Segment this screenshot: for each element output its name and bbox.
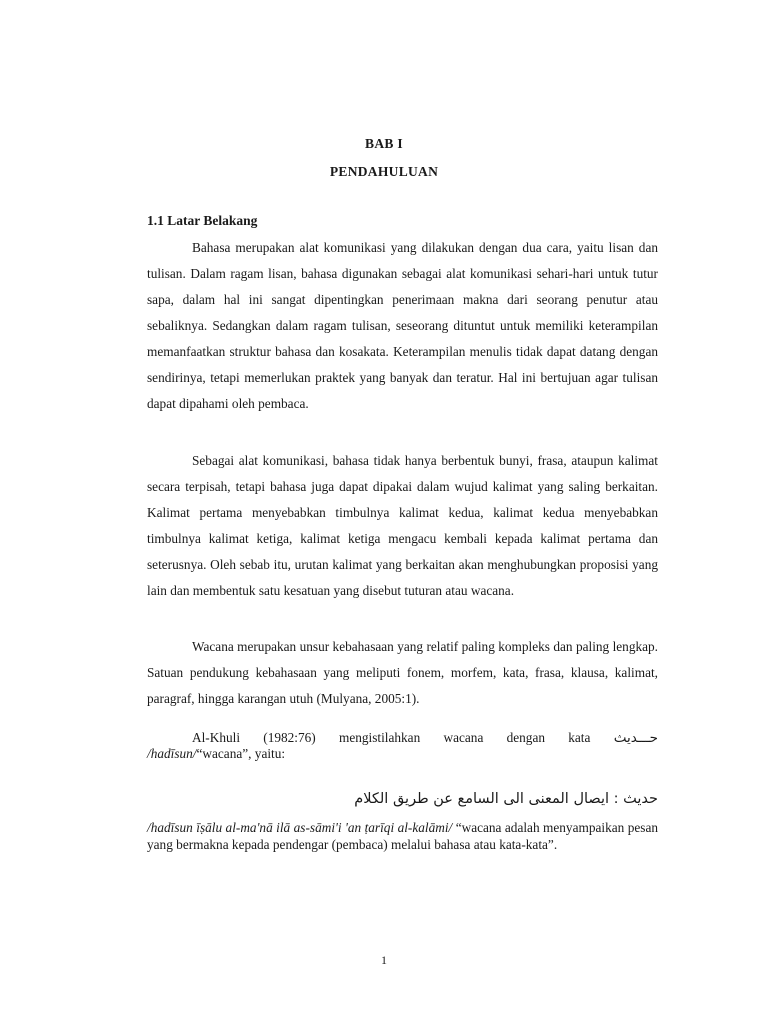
paragraph-3-text: Wacana merupakan unsur kebahasaan yang relatif paling kompleks dan paling lengkap. Satuan pendukung kebahasaan yang meliputi fonem, morfem, kata, frasa, klausa, kalimat, paragraf, hingga karangan utuh (Mulyana, 2005:1).: [147, 639, 658, 706]
chapter-number: BAB I: [365, 136, 403, 151]
paragraph-5-text: [147, 819, 658, 853]
chapter-title: PENDAHULUAN: [329, 164, 439, 179]
paragraph-1: [147, 235, 658, 417]
paragraph-4: [147, 725, 658, 765]
paragraph-3: [147, 634, 658, 712]
transliteration-inline: /hadīsun/: [147, 746, 197, 761]
paragraph-2-text: Sebagai alat komunikasi, bahasa tidak hanya berbentuk bunyi, frasa, ataupun kalimat secara terpisah, tetapi bahasa juga dapat dipakai dalam wujud kalimat yang saling berkaitan. Kalimat pertama menyebabkan timbulnya kalimat kedua, kalimat kedua menyebabkan timbulnya kalimat ketiga, kalimat ketiga mengacu kembali kepada kalimat pertama dan seterusnya. Oleh sebab itu, urutan kalimat yang berkaitan akan menghubungkan proposisi yang lain dan membentuk satu kesatuan yang disebut tuturan atau wacana.: [147, 453, 658, 598]
paragraph-5-tail: “wacana adalah menyampaikan pesan yang bermakna kepada pendengar (pembaca) melalui bahasa atau kata-kata”.: [147, 820, 658, 852]
paragraph-5: [147, 819, 658, 853]
arabic-word: حـــديث: [613, 730, 658, 746]
page-number: 1: [381, 953, 387, 967]
paragraph-4-tail: “wacana”, yaitu:: [196, 746, 286, 761]
transliteration-quote: /hadīsun īṣālu al-ma'nā ilā as-sāmi'i 'an ṭarīqi al-kalāmi/: [147, 820, 453, 835]
paragraph-4-lead: Al-Khuli (1982:76) mengistilahkan wacana dengan kata: [192, 730, 591, 745]
paragraph-2: [147, 448, 658, 604]
section-heading: 1.1 Latar Belakang: [147, 213, 258, 228]
paragraph-1-text: Bahasa merupakan alat komunikasi yang dilakukan dengan dua cara, yaitu lisan dan tulisan. Dalam ragam lisan, bahasa digunakan sebagai alat komunikasi sehari-hari untuk tutur sapa, dalam hal ini sangat dipentingkan penerimaan makna dari seorang penutur atau sebaliknya. Sedangkan dalam ragam tulisan, seseorang dituntut untuk memiliki keterampilan memanfaatkan struktur bahasa dan kosakata. Keterampilan menulis tidak dapat datang dengan sendirinya, tetapi memerlukan praktek yang banyak dan teratur. Hal ini bertujuan agar tulisan dapat dipahami oleh pembaca.: [147, 240, 658, 411]
arabic-quote: حديث : ايصال المعنى الى السامع عن طريق الكلام: [354, 791, 658, 807]
